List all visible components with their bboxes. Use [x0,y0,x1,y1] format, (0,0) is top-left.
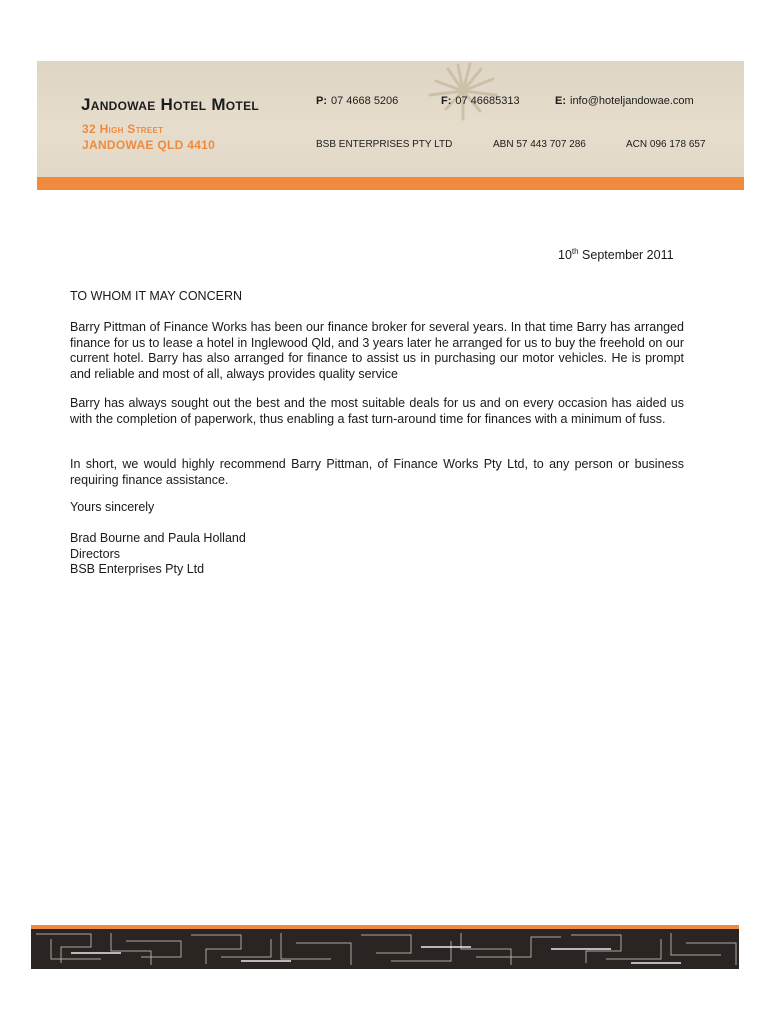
company-name: BSB ENTERPRISES PTY LTD [316,139,453,150]
date-month-year: September 2011 [578,248,674,263]
phone-contact [316,95,398,107]
abn-number: ABN 57 443 707 286 [493,139,586,150]
letter-date [558,244,674,264]
phone-number: 07 4668 5206 [331,95,399,107]
date-day: 10 [558,248,572,263]
footer-pattern-band [31,929,739,969]
phone-label: P: [316,95,327,107]
signatory-company: BSB Enterprises Pty Ltd [70,562,205,576]
fax-number: 07 46685313 [455,95,520,107]
signatory-names: Brad Bourne and Paula Holland [70,531,246,545]
paragraph-2: Barry has always sought out the best and the most suitable deals for us and on every occasion has aided us with the completion of paperwork, thus enabling a fast turn-around time for finances with a minimum of fuss. [70,396,684,426]
signature-block [70,531,246,578]
email-contact [555,95,694,107]
paragraph-3: In short, we would highly recommend Barry Pittman, of Finance Works Pty Ltd, to any person or business requiring finance assistance. [70,457,684,487]
closing: Yours sincerely [70,500,155,514]
hotel-name: Jandowae Hotel Motel [81,95,260,114]
letterhead-banner [37,61,744,177]
date-suffix: th [571,247,579,256]
letterhead-accent-stripe [37,177,744,190]
signatory-title: Directors [70,546,121,561]
address-street: 32 High Street [82,122,164,136]
paragraph-1: Barry Pittman of Finance Works has been our finance broker for several years. In that time Barry has arranged finance for us to lease a hotel in Inglewood Qld, and 3 years later he arranged for us to buy the freehold on our current hotel. Barry has also arranged for finance to assist us in purchasing our motor vehicles. He is prompt and reliable and most of all, always provides quality service [70,320,684,381]
salutation: TO WHOM IT MAY CONCERN [70,289,242,303]
fax-label: F: [441,95,452,107]
footer-maze-pattern [31,929,739,969]
email-address: info@hoteljandowae.com [570,95,694,107]
address-town: JANDOWAE QLD 4410 [82,138,216,152]
fax-contact [441,95,520,107]
email-label: E: [555,95,566,107]
acn-number: ACN 096 178 657 [626,139,706,150]
palm-logo-icon [418,61,508,121]
